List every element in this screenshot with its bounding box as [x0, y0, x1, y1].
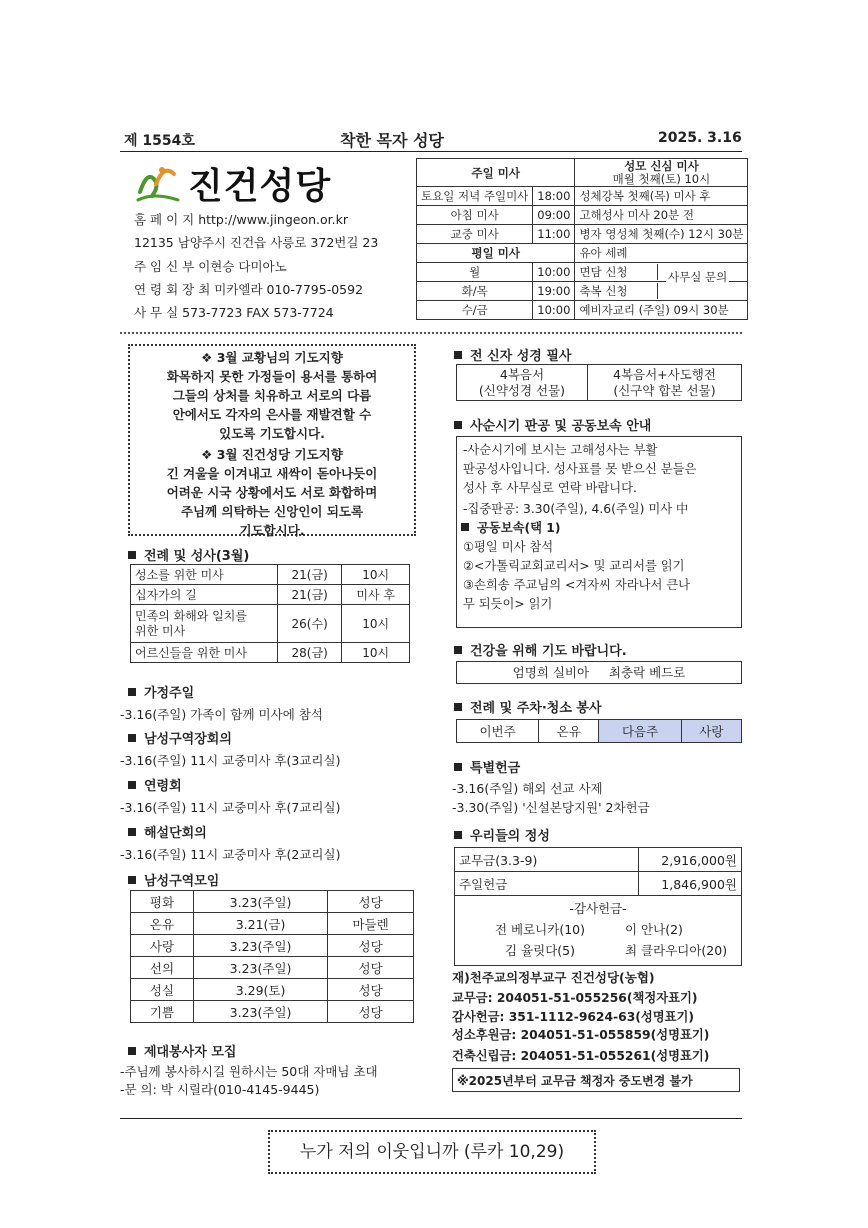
section-title: 남성구역장회의	[128, 728, 232, 747]
service-cell: 온유	[539, 720, 599, 743]
pope-prayer-title: ❖ 3월 교황님의 기도지향	[201, 350, 343, 365]
dotted-divider	[120, 332, 742, 334]
gospel-verse: 누가 저의 이웃입니까 (루카 10,29)	[268, 1130, 596, 1174]
lent-line: 성사 후 사무실로 연락 바랍니다.	[463, 481, 637, 495]
penance-item: ①평일 미사 참석	[463, 540, 554, 554]
church-logo-icon	[134, 162, 186, 204]
liturgy-time: 10시	[342, 565, 410, 585]
account-line: 성소후원금: 204051-51-055859(성명표기)	[452, 1028, 710, 1042]
office-inquiry: 사무실 문의	[668, 270, 728, 284]
mass-row-name: 아침 미사	[417, 206, 533, 225]
section-title: 해설단회의	[128, 822, 207, 841]
offering-amount: 1,846,900원	[639, 872, 742, 896]
liturgy-time: 미사 후	[342, 585, 410, 605]
section-text: -3.16(주일) 11시 교중미사 후(7교리실)	[120, 800, 341, 815]
altar-line: -주님께 봉사하시길 원하시는 50대 자매님 초대	[120, 1064, 378, 1079]
bible-table	[456, 364, 742, 401]
info-office: 사 무 실 573-7723 FAX 573-7724	[134, 305, 334, 320]
liturgy-time: 10시	[342, 605, 410, 643]
liturgy-name: 성소를 위한 미사	[131, 565, 278, 585]
church-motto: 착한 목자 성당	[340, 131, 444, 150]
thanks-row: 전 베로니카(10) 이 안나(2)	[494, 922, 683, 937]
prayer-intention-box	[128, 344, 416, 536]
header-rule	[120, 151, 742, 152]
service-title: 전례 및 주차·청소 봉사	[454, 697, 602, 716]
offering-title: 우리들의 정성	[454, 825, 550, 844]
health-names: 엄명희 실비아 최충락 베드로	[456, 661, 742, 684]
district-name: 평화	[131, 891, 194, 913]
account-line: 감사헌금: 351-1112-9624-63(성명표기)	[452, 1010, 695, 1024]
district-date: 3.23(주일)	[193, 1001, 327, 1023]
penance-item: ③손희송 주교님의 <겨자씨 자라나서 큰나	[463, 578, 691, 592]
special-collection-title: 특별헌금	[454, 757, 520, 776]
liturgy-name: 민족의 화해와 일치를 위한 미사	[131, 605, 278, 643]
mass-schedule-table	[416, 158, 748, 320]
district-name: 기쁨	[131, 1001, 194, 1023]
district-place: 성당	[328, 957, 414, 979]
church-prayer-line: 기도합시다.	[239, 523, 305, 538]
catechumen-note: 예비자교리 (주일) 09시 30분	[575, 301, 748, 320]
weekday-day: 수/금	[417, 301, 533, 320]
bulletin-date: 2025. 3.16	[658, 130, 742, 146]
district-place: 성당	[328, 1001, 414, 1023]
district-date: 3.23(주일)	[193, 891, 327, 913]
lent-title: 사순시기 판공 및 공동보속 안내	[454, 415, 651, 434]
church-prayer-title: ❖ 3월 진건성당 기도지향	[201, 447, 343, 462]
pope-prayer-line: 그들의 상처를 치유하고 서로의 다름	[172, 388, 372, 403]
marian-mass-header: 성모 신심 미사 매월 첫째(토) 10시	[575, 159, 748, 187]
sunday-mass-header: 주일 미사	[417, 159, 575, 187]
district-date: 3.21(금)	[193, 913, 327, 935]
district-date: 3.23(주일)	[193, 935, 327, 957]
weekday-mass-header: 평일 미사	[417, 244, 575, 263]
service-cell: 이번주	[457, 720, 539, 743]
weekday-time: 19:00	[533, 282, 575, 301]
footer-rule	[120, 1118, 742, 1119]
info-pastor: 주 임 신 부 이현승 다미아노	[134, 259, 287, 274]
lent-line: 판공성사입니다. 성사표를 못 받으신 분들은	[463, 462, 697, 476]
offering-name: 주일헌금	[455, 872, 639, 896]
weekday-day: 화/목	[417, 282, 533, 301]
liturgy-name: 어르신들을 위한 미사	[131, 643, 278, 663]
offering-table	[454, 847, 742, 966]
account-line: 교무금: 204051-51-055256(책정자표기)	[452, 991, 698, 1005]
weekday-time: 10:00	[533, 301, 575, 320]
altar-server-title: 제대봉사자 모집	[128, 1041, 236, 1060]
liturgy-title: 전례 및 성사(3월)	[128, 545, 249, 564]
weekday-note-cell: 면담 신청	[575, 263, 748, 282]
issue-number: 제 1554호	[124, 133, 195, 149]
section-text: -3.16(주일) 가족이 함께 미사에 참석	[120, 707, 323, 722]
church-prayer-line: 어려운 시국 상황에서도 서로 화합하며	[166, 485, 378, 500]
weekday-time: 10:00	[533, 263, 575, 282]
district-title: 남성구역모임	[128, 870, 219, 889]
district-table	[130, 890, 414, 1023]
altar-line: -문 의: 박 시릴라(010-4145-9445)	[120, 1082, 320, 1097]
church-name-logo: 진건성당	[188, 166, 332, 207]
mass-row-name: 토요일 저녁 주일미사	[417, 187, 533, 206]
account-line: 건축신립금: 204051-51-055261(성명표기)	[452, 1049, 710, 1063]
liturgy-table	[130, 564, 410, 663]
service-table	[456, 719, 742, 743]
penance-item: ②<가톨릭교회교리서> 및 교리서를 읽기	[463, 559, 685, 573]
section-text: -3.16(주일) 11시 교중미사 후(2교리실)	[120, 847, 341, 862]
liturgy-date: 21(금)	[278, 565, 342, 585]
special-line: -3.30(주일) '신설본당지원' 2차헌금	[452, 800, 650, 815]
district-place: 성당	[328, 979, 414, 1001]
bible-cell: 4복음서 (신약성경 선물)	[457, 365, 588, 401]
lent-line: -사순시기에 보시는 고해성사는 부활	[463, 443, 658, 457]
thanks-title: -감사헌금-	[569, 901, 627, 916]
district-name: 사랑	[131, 935, 194, 957]
church-prayer-line: 긴 겨울을 이겨내고 새싹이 돋아나듯이	[166, 466, 378, 481]
district-date: 3.23(주일)	[193, 957, 327, 979]
section-text: -3.16(주일) 11시 교중미사 후(3교리실)	[120, 753, 341, 768]
infant-baptism: 유아 세례	[575, 244, 748, 263]
bible-cell: 4복음서+사도행전 (신구약 합본 선물)	[587, 365, 741, 401]
tithe-notice: ※2025년부터 교무금 책정자 중도변경 불가	[452, 1068, 740, 1092]
info-address: 12135 남양주시 진건읍 사릉로 372번길 23	[134, 235, 379, 250]
mass-row-time: 18:00	[533, 187, 575, 206]
district-date: 3.29(토)	[193, 979, 327, 1001]
liturgy-date: 28(금)	[278, 643, 342, 663]
bible-title: 전 신자 성경 필사	[454, 345, 571, 364]
liturgy-date: 26(수)	[278, 605, 342, 643]
weekday-day: 월	[417, 263, 533, 282]
info-homepage: 홈 페 이 지 http://www.jingeon.or.kr	[134, 212, 349, 227]
pope-prayer-line: 화목하지 못한 가정들이 용서를 통하여	[166, 369, 378, 384]
offering-amount: 2,916,000원	[639, 848, 742, 872]
district-name: 성실	[131, 979, 194, 1001]
thanks-row: 김 율릿다(5) 최 클라우디아(20)	[505, 943, 728, 958]
district-place: 성당	[328, 891, 414, 913]
lent-box	[456, 436, 742, 628]
lent-focus: -집중판공: 3.30(주일), 4.6(주일) 미사 中	[463, 502, 689, 516]
mass-row-note: 병자 영성체 첫째(수) 12시 30분	[575, 225, 748, 244]
mass-row-time: 11:00	[533, 225, 575, 244]
district-place: 마들렌	[328, 913, 414, 935]
mass-row-time: 09:00	[533, 206, 575, 225]
section-title: 연령회	[128, 775, 182, 794]
liturgy-name: 십자가의 길	[131, 585, 278, 605]
thanks-offering-cell	[455, 896, 742, 966]
mass-row-note: 성체강복 첫째(목) 미사 후	[575, 187, 748, 206]
penance-title: 공동보속(택 1)	[461, 519, 735, 538]
district-name: 선의	[131, 957, 194, 979]
pope-prayer-line: 안에서도 각자의 은사를 재발견할 수	[172, 407, 372, 422]
district-name: 온유	[131, 913, 194, 935]
service-cell-highlight: 다음주	[599, 720, 681, 743]
weekday-note-cell: 축복 신청	[575, 282, 748, 301]
mass-row-note: 고해성사 미사 20분 전	[575, 206, 748, 225]
account-title: 재)천주교의정부교구 진건성당(농협)	[452, 970, 655, 985]
liturgy-time: 10시	[342, 643, 410, 663]
district-place: 성당	[328, 935, 414, 957]
info-funeral-head: 연 령 회 장 최 미카엘라 010-7795-0592	[134, 282, 364, 297]
section-title: 가정주일	[128, 682, 194, 701]
church-prayer-line: 주님께 의탁하는 신앙인이 되도록	[180, 504, 364, 519]
pope-prayer-line: 있도록 기도합시다.	[219, 426, 325, 441]
penance-item: 무 되듯이> 읽기	[463, 597, 553, 611]
health-title: 건강을 위해 기도 바랍니다.	[454, 640, 627, 659]
mass-row-name: 교중 미사	[417, 225, 533, 244]
liturgy-date: 21(금)	[278, 585, 342, 605]
service-cell-highlight: 사랑	[681, 720, 741, 743]
special-line: -3.16(주일) 해외 선교 사제	[452, 781, 603, 796]
offering-name: 교무금(3.3-9)	[455, 848, 639, 872]
